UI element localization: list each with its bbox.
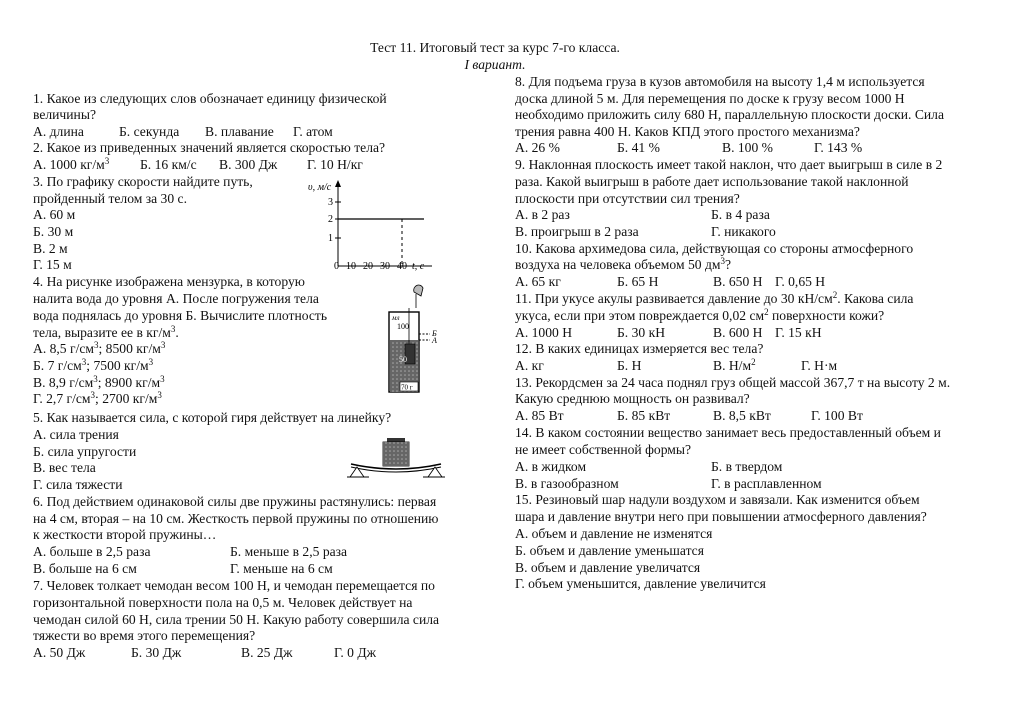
answer-option: А. кг [515, 358, 544, 373]
answer-option: Б. 65 Н [617, 274, 659, 289]
answer-option: Б. сила упругости [33, 444, 137, 459]
answer-option: А. 60 м [33, 207, 76, 222]
question-text: пройденный телом за 30 с. [33, 191, 187, 206]
answer-option: В. проигрыш в 2 раза [515, 224, 639, 239]
question-text: раза. Какой выигрыш в работе дает использование такой наклонной [515, 174, 909, 189]
graph-y-tick: 2 [328, 214, 333, 225]
question-text: на 4 см, вторая – на 10 см. Жесткость первой пружины по отношению [33, 511, 439, 526]
answer-option: А. 26 % [515, 140, 560, 155]
question-text: 1. Какое из следующих слов обозначает единицу физической [33, 91, 387, 106]
question-text: вода поднялась до уровня Б. Вычислите плотность [33, 308, 328, 323]
velocity-graph [300, 176, 440, 274]
question-text: 3. По графику скорости найдите путь, [33, 174, 253, 189]
answer-option: А. в 2 раз [515, 207, 570, 222]
question-text: к жесткости второй пружины… [33, 527, 217, 542]
question-text: Какую среднюю мощность он развивал? [515, 391, 750, 406]
answer-option: Б. 41 % [617, 140, 660, 155]
question-text: горизонтальной поверхности пола на 0,5 м. Человек действует на [33, 595, 413, 610]
answer-option: Б. Н [617, 358, 642, 373]
graph-x-tick: 30 [380, 261, 390, 272]
answer-option: Г. 143 % [814, 140, 863, 155]
answer-option: А. объем и давление не изменятся [515, 526, 713, 541]
hand-icon [414, 285, 423, 296]
question-text: 8. Для подъема груза в кузов автомобиля на высоту 1,4 м используется [515, 74, 925, 89]
question-text: 12. В каких единицах измеряется вес тела? [515, 341, 764, 356]
answer-option: Г. 15 м [33, 257, 72, 272]
answer-option: В. 600 Н [713, 325, 763, 340]
question-text: необходимо приложить силу 680 Н, параллельную плоскости доски. Сила [515, 107, 944, 122]
question-text: 13. Рекордсмен за 24 часа поднял груз общей массой 367,7 т на высоту 2 м. [515, 375, 951, 390]
answer-option: В. 8,5 кВт [713, 408, 771, 423]
answer-option: А. 85 Вт [515, 408, 564, 423]
answer-option: Б. секунда [119, 124, 180, 139]
level-b-label: Б [432, 329, 437, 338]
answer-option: Г. 2,7 $г/см^3$; 2700 $кг/м^3$ [33, 390, 162, 406]
answer-option: В. 25 Дж [241, 645, 293, 660]
answer-option: Б. в 4 раза [711, 207, 770, 222]
question-text: величины? [33, 107, 96, 122]
graph-y-label: υ, м/с [308, 182, 332, 193]
graph-y-arrow [335, 180, 341, 187]
answer-option: Б. объем и давление уменьшатся [515, 543, 704, 558]
answer-option: Г. 100 Вт [811, 408, 863, 423]
ruler-weight-figure [345, 430, 445, 480]
answer-option: А. 8,5 $г/см^3$; 8500 $кг/м^3$ [33, 340, 166, 356]
answer-option: А. 50 Дж [33, 645, 86, 660]
question-text: шара и давление внутри него при повышении атмосферного давления? [515, 509, 927, 524]
question-text: 2. Какое из приведенных значений является скоростью тела? [33, 140, 386, 155]
question-text: 9. Наклонная плоскость имеет такой наклон, что дает выигрыш в силе в 2 [515, 157, 943, 172]
graph-y-tick: 3 [328, 197, 333, 208]
page-title: Тест 11. Итоговый тест за курс 7-го класса. [370, 40, 620, 55]
answer-option: Г. сила тяжести [33, 477, 123, 492]
answer-option: Г. в расплавленном [711, 476, 822, 491]
question-text: 6. Под действием одинаковой силы две пружины растянулись: первая [33, 494, 437, 509]
answer-option: В. 300 Дж [219, 157, 278, 172]
answer-option: Г. объем уменьшится, давление увеличится [515, 576, 766, 591]
answer-option: Г. 15 кН [775, 325, 822, 340]
question-text: 14. В каком состоянии вещество занимает весь предоставленный объем и [515, 425, 941, 440]
answer-option: Г. 0 Дж [334, 645, 376, 660]
answer-option: Б. 7 $г/см^3$; 7500 $кг/м^3$ [33, 357, 154, 373]
answer-option: В. 650 Н [713, 274, 763, 289]
left-support-icon [350, 467, 364, 477]
question-text: 4. На рисунке изображена мензурка, в которую [33, 274, 305, 289]
answer-option: Б. 30 м [33, 224, 74, 239]
question-text: 10. Какова архимедова сила, действующая со стороны атмосферного [515, 241, 914, 256]
level-a-label: А [432, 336, 437, 345]
weight-handle [387, 438, 405, 442]
answer-option: Г. 0,65 Н [775, 274, 826, 289]
graph-x-label: t, с [412, 261, 425, 272]
answer-option: В. 2 м [33, 241, 68, 256]
answer-option: Г. атом [293, 124, 333, 139]
answer-option: А. больше в 2,5 раза [33, 544, 151, 559]
question-text: чемодан силой 60 Н, сила трении 50 Н. Какую работу совершила сила [33, 612, 440, 627]
answer-option: В. плавание [205, 124, 274, 139]
question-text: 11. При укусе акулы развивается давление до 30 $кН/см^2$. Какова сила [515, 290, 914, 306]
answer-option: В. $Н/м^2$ [713, 357, 756, 373]
answer-option: Г. меньше на 6 см [230, 561, 333, 576]
body-mass-label: 70 г [401, 383, 413, 392]
question-text: тела, выразите ее в $кг/м^3$. [33, 324, 179, 340]
answer-option: В. в газообразном [515, 476, 619, 491]
answer-option: Г. никакого [711, 224, 776, 239]
answer-option: Б. 30 Дж [131, 645, 182, 660]
answer-option: Б. 16 км/с [140, 157, 197, 172]
answer-option: Г. Н·м [801, 358, 838, 373]
question-text: 7. Человек толкает чемодан весом 100 Н, и чемодан перемещается по [33, 578, 435, 593]
right-support-icon [428, 467, 442, 477]
question-text: не имеет собственной формы? [515, 442, 692, 457]
graph-x-tick: 10 [346, 261, 356, 272]
answer-option: Б. в твердом [711, 459, 783, 474]
answer-option: А. в жидком [515, 459, 587, 474]
answer-option: В. больше на 6 см [33, 561, 137, 576]
question-text: воздуха на человека объемом 50 $дм^3$? [515, 256, 732, 272]
measuring-cylinder-figure [376, 282, 446, 400]
answer-option: Б. 85 кВт [617, 408, 671, 423]
cylinder-unit-label: мл [392, 314, 400, 322]
answer-option: В. 8,9 $г/см^3$; 8900 $кг/м^3$ [33, 374, 165, 390]
variant-label: I вариант. [464, 57, 526, 72]
question-text: тяжести во время этого перемещения? [33, 628, 256, 643]
answer-option: Б. меньше в 2,5 раза [230, 544, 348, 559]
cylinder-scale-50: 50 [399, 355, 407, 364]
answer-option: Г. 10 Н/кг [307, 157, 363, 172]
graph-x-tick: 20 [363, 261, 373, 272]
answer-option: А. 1000 Н [515, 325, 573, 340]
question-text: трения равна 400 Н. Каков КПД этого простого механизма? [515, 124, 860, 139]
answer-option: А. 65 кг [515, 274, 561, 289]
graph-x-tick: 40 [397, 261, 407, 272]
answer-option: В. вес тела [33, 460, 96, 475]
answer-option: В. 100 % [722, 140, 773, 155]
cylinder-scale-100: 100 [397, 322, 409, 331]
graph-y-tick: 1 [328, 233, 333, 244]
answer-option: В. объем и давление увеличатся [515, 560, 701, 575]
answer-option: А. длина [33, 124, 84, 139]
question-text: 5. Как называется сила, с которой гиря действует на линейку? [33, 410, 392, 425]
question-text: доска длиной 5 м. Для перемещения по доске к грузу весом 1000 Н [515, 91, 905, 106]
graph-x-tick: 0 [334, 261, 339, 272]
answer-option: Б. 30 кН [617, 325, 666, 340]
question-text: налита вода до уровня А. После погружения тела [33, 291, 319, 306]
question-text: плоскости при отсутствии сил трения? [515, 191, 740, 206]
answer-option: А. сила трения [33, 427, 119, 442]
question-text: 15. Резиновый шар надули воздухом и завязали. Как изменится объем [515, 492, 920, 507]
answer-option: А. 1000 $кг/м^3$ [33, 156, 110, 172]
question-text: укуса, если при этом повреждается 0,02 $см^2$ поверхности кожи? [515, 307, 885, 323]
